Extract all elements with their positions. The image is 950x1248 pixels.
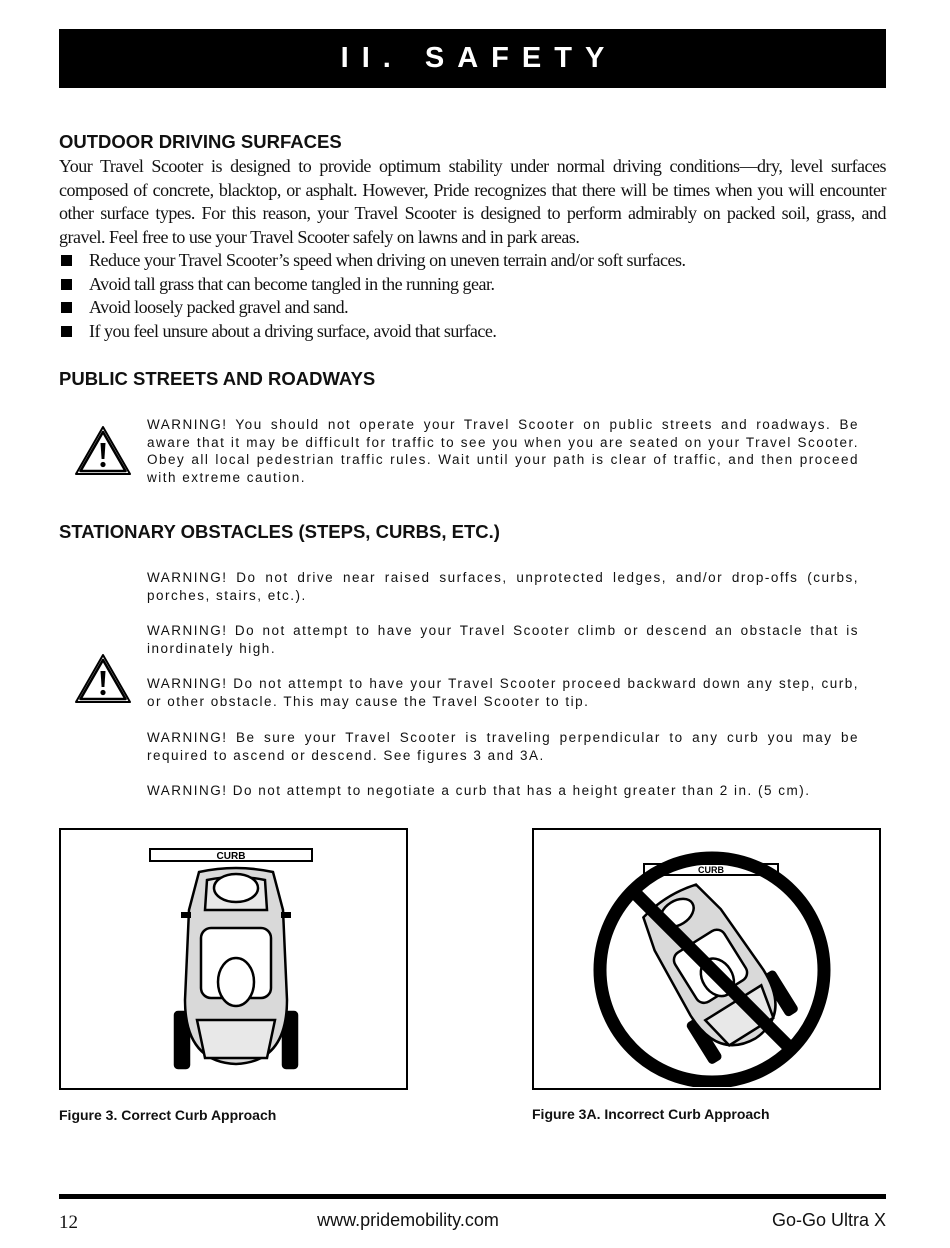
obstacle-warning: WARNING! Do not attempt to have your Travel Scooter climb or descend an obstacle that is inordinately high. bbox=[147, 623, 859, 656]
bullet-square-icon bbox=[61, 255, 72, 266]
footer-rule bbox=[59, 1194, 886, 1199]
list-item: If you feel unsure about a driving surface, avoid that surface. bbox=[59, 320, 886, 344]
obstacle-warning: WARNING! Do not drive near raised surfaces, unprotected ledges, and/or drop-offs (curbs, porches, stairs, etc.). bbox=[147, 570, 859, 603]
curb-label: CURB bbox=[698, 865, 724, 875]
list-item: Reduce your Travel Scooter’s speed when driving on uneven terrain and/or soft surfaces. bbox=[59, 249, 886, 273]
list-item: Avoid tall grass that can become tangled in the running gear. bbox=[59, 273, 886, 297]
warning-triangle-icon bbox=[74, 653, 132, 705]
list-item: Avoid loosely packed gravel and sand. bbox=[59, 296, 886, 320]
footer-model: Go-Go Ultra X bbox=[771, 1210, 886, 1230]
figure-correct-curb-approach bbox=[59, 828, 408, 1090]
section-title: II. SAFETY bbox=[340, 42, 618, 74]
streets-warning: WARNING! You should not operate your Travel Scooter on public streets and roadways. Be aware that it may be difficult for traffic to see you when you are seated on your Travel Scooter. Obey all local pedestrian traffic rules. Wait until your path is clear of traffic, and then proceed with extreme caution. bbox=[147, 417, 859, 485]
bullet-square-icon bbox=[61, 302, 72, 313]
outdoor-paragraph: Your Travel Scooter is designed to provide optimum stability under normal driving conditions—dry, level surfaces composed of concrete, blacktop, or asphalt. However, Pride recognizes that there will be times when you will encounter other surface types. For this reason, your Travel Scooter is designed to perform admirably on packed soil, grass, and gravel. Feel free to use your Travel Scooter safely on lawns and in park areas. bbox=[59, 156, 886, 247]
footer-url: www.pridemobility.com bbox=[317, 1210, 499, 1230]
page-number: 12 bbox=[59, 1212, 78, 1233]
bullet-square-icon bbox=[61, 279, 72, 290]
scooter-top-view-illustration bbox=[61, 830, 405, 1087]
outdoor-bullet-list bbox=[59, 249, 886, 343]
obstacles-heading: STATIONARY OBSTACLES (STEPS, CURBS, ETC.) bbox=[59, 521, 500, 542]
bullet-square-icon bbox=[61, 326, 72, 337]
figure-3-caption: Figure 3. Correct Curb Approach bbox=[59, 1107, 277, 1123]
obstacle-warning: WARNING! Be sure your Travel Scooter is traveling perpendicular to any curb you may be required to ascend or descend. See figures 3 and 3A. bbox=[147, 730, 859, 763]
prohibited-scooter-illustration bbox=[534, 830, 878, 1087]
figure-incorrect-curb-approach bbox=[532, 828, 881, 1090]
outdoor-heading: OUTDOOR DRIVING SURFACES bbox=[59, 131, 342, 152]
figure-3a-caption: Figure 3A. Incorrect Curb Approach bbox=[532, 1106, 770, 1122]
section-header-bar bbox=[59, 29, 886, 88]
curb-label: CURB bbox=[216, 851, 246, 862]
obstacle-warning: WARNING! Do not attempt to have your Travel Scooter proceed backward down any step, curb, or other obstacle. This may cause the Travel Scooter to tip. bbox=[147, 676, 859, 709]
obstacle-warning: WARNING! Do not attempt to negotiate a curb that has a height greater than 2 in. (5 cm). bbox=[147, 783, 811, 798]
streets-heading: PUBLIC STREETS AND ROADWAYS bbox=[59, 368, 376, 389]
warning-triangle-icon bbox=[74, 425, 132, 477]
